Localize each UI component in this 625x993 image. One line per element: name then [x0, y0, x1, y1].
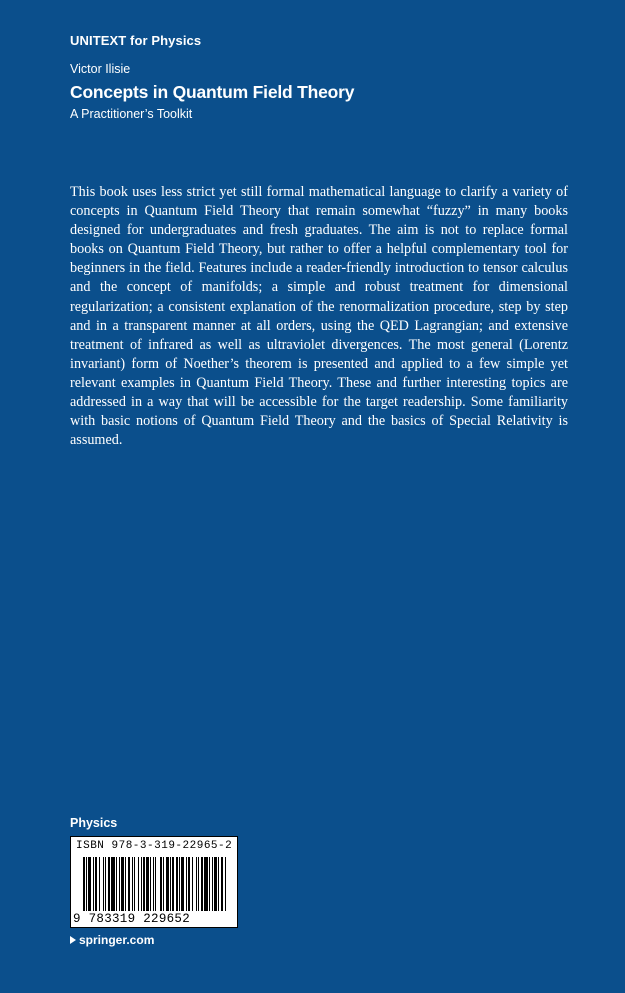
book-title: Concepts in Quantum Field Theory	[70, 82, 355, 102]
barcode-bar	[103, 857, 104, 911]
barcode-bar	[134, 857, 135, 911]
barcode-bar	[150, 857, 151, 911]
barcode-bar	[209, 857, 210, 911]
barcode-bar	[160, 857, 162, 911]
barcode-bar	[198, 857, 199, 911]
barcode-bar	[86, 857, 87, 911]
author-name: Victor Ilisie	[70, 62, 131, 76]
barcode-bar	[155, 857, 156, 911]
barcode-bar	[105, 857, 106, 911]
barcode-bar	[214, 857, 217, 911]
barcode-bar	[153, 857, 154, 911]
barcode-bar	[201, 857, 203, 911]
barcode-bar	[128, 857, 130, 911]
barcode-bar	[138, 857, 139, 911]
barcode-bar	[172, 857, 174, 911]
barcode-bar	[99, 857, 100, 911]
barcode-bar	[132, 857, 133, 911]
barcode-bar	[121, 857, 124, 911]
barcode-bar	[125, 857, 126, 911]
isbn-barcode	[70, 836, 238, 928]
barcode-bar	[225, 857, 226, 911]
barcode-bar	[143, 857, 145, 911]
barcode-bar	[221, 857, 223, 911]
barcode-bar	[204, 857, 208, 911]
barcode-bar	[196, 857, 197, 911]
barcode-bar	[116, 857, 117, 911]
barcode-bar	[170, 857, 171, 911]
barcode-bar	[186, 857, 187, 911]
barcode-bar	[176, 857, 178, 911]
barcode-bar	[111, 857, 115, 911]
arrow-right-icon	[70, 936, 76, 944]
book-description: This book uses less strict yet still formal mathematical language to clarify a variety of concepts in Quantum Field Theory that remain somewhat “fuzzy” in many books designed for undergraduates and fresh graduates. The aim is not to replace formal books on Quantum Field Theory, but rather to offer a helpful complementary tool for beginners in the field. Features include a reader-friendly introduction to tensor calculus and the concept of manifolds; a simple and robust treatment for dimensional regularization; a consistent explanation of the renormalization procedure, step by step and in a transparent manner at all orders, using the QED Lagrangian; and extensive treatment of infrared as well as ultraviolet divergences. The most general (Lorentz invariant) form of Noether’s theorem is presented and applied to a few simple yet relevant examples in Quantum Field Theory. These and further interesting topics are addressed in a way that will be accessible for the target readership. Some familiarity with basic notions of Quantum Field Theory and the basics of Special Relativity is assumed.	[70, 184, 568, 449]
barcode-bar	[88, 857, 91, 911]
barcode-bars	[83, 857, 227, 911]
barcode-bar	[188, 857, 190, 911]
barcode-bar	[108, 857, 110, 911]
barcode-bar	[218, 857, 219, 911]
barcode-bar	[93, 857, 94, 911]
publisher-link[interactable]	[70, 933, 154, 947]
barcode-bar	[192, 857, 193, 911]
barcode-bar	[83, 857, 85, 911]
ean-digits: 9 783319 229652	[73, 912, 191, 926]
barcode-bar	[163, 857, 164, 911]
barcode-bar	[212, 857, 213, 911]
barcode-bar	[95, 857, 97, 911]
barcode-bar	[146, 857, 149, 911]
isbn-label: ISBN 978-3-319-22965-2	[76, 840, 233, 852]
barcode-bar	[179, 857, 180, 911]
barcode-bar	[119, 857, 120, 911]
barcode-bar	[181, 857, 184, 911]
barcode-bar	[166, 857, 169, 911]
book-subtitle: A Practitioner’s Toolkit	[70, 107, 193, 121]
publisher-url: springer.com	[79, 933, 155, 947]
subject-category: Physics	[70, 816, 118, 830]
series-name: UNITEXT for Physics	[70, 33, 202, 48]
barcode-bar	[141, 857, 142, 911]
